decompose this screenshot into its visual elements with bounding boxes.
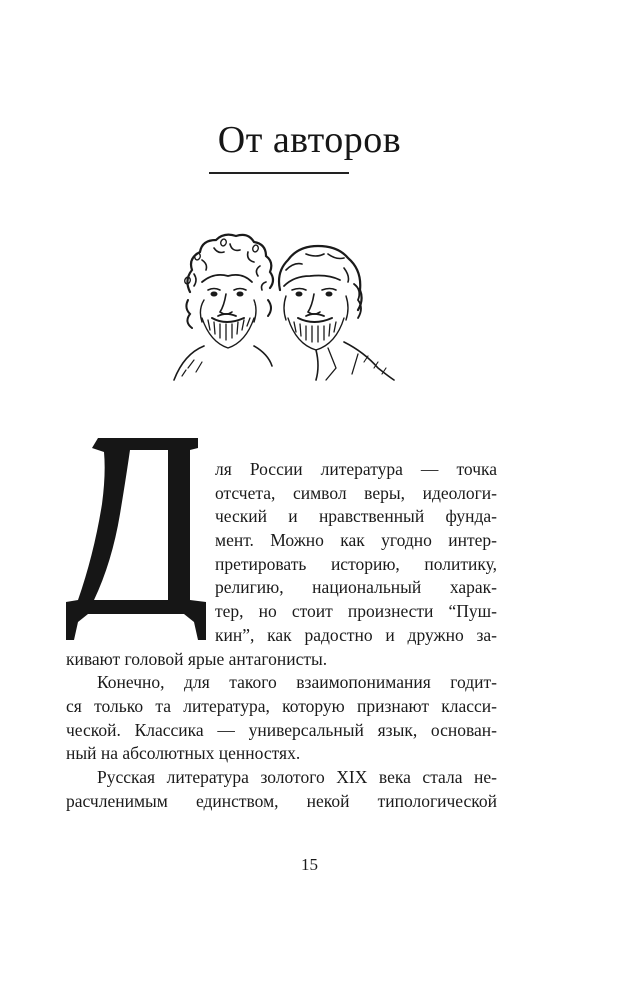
text-line: претировать историю, политику, (215, 553, 497, 574)
text-line: тер, но стоит произнести “Пуш- (215, 601, 497, 622)
chapter-title: От авторов (217, 119, 402, 161)
text-line: ный на абсолютных ценностях. (66, 743, 301, 764)
right-man-face (284, 289, 348, 321)
right-man-hair (279, 246, 362, 318)
paragraph-first-line: Русская литература золотого XIX века стала не- (97, 766, 497, 787)
text-line: кин”, как радостно и дружно за- (215, 624, 497, 645)
text-line: религию, национальный харак- (215, 577, 497, 598)
text-line: отсчета, символ веры, идеологи- (215, 482, 497, 503)
right-man-beard (288, 314, 344, 350)
text-line: ля России литература — точка (215, 459, 497, 479)
text-line: кивают головой ярые антагонисты. (66, 648, 328, 669)
text-line: расчленимым единством, некой типологической (66, 790, 497, 811)
body-text (66, 458, 497, 813)
left-man-beard (202, 314, 254, 348)
text-line: ся только та литература, которую признают класси- (66, 695, 497, 716)
authors-portrait-illustration (168, 230, 400, 382)
text-line: ческой. Классика — универсальный язык, основан- (66, 719, 497, 740)
text-line: мент. Можно как угодно интер- (215, 530, 497, 551)
page-number: 15 (301, 855, 318, 874)
text-line: ческий и нравственный фунда- (215, 506, 497, 527)
paragraph-first-line: Конечно, для такого взаимопонимания годит- (97, 672, 497, 693)
title-underline (209, 172, 349, 174)
